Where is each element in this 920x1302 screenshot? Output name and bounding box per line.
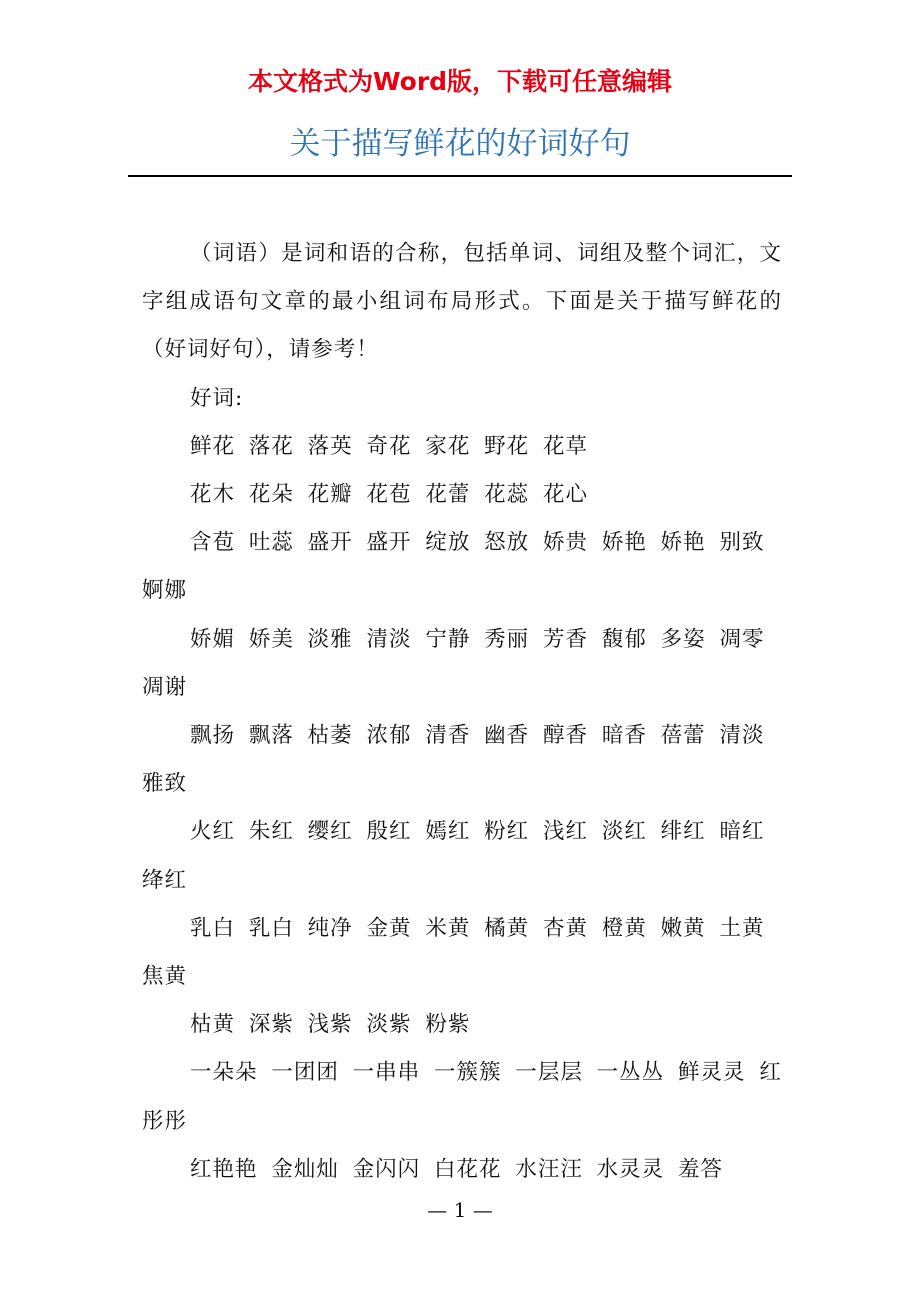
- word-line: 鲜花 落花 落英 奇花 家花 野花 花草: [190, 433, 589, 459]
- intro-paragraph: （词语）是词和语的合称，包括单词、词组及整个词汇，文字组成语句文章的最小组词布局形式。下面是关于描写鲜花的（好词好句），请参考！: [142, 241, 782, 363]
- title-divider: [128, 175, 792, 177]
- word-line: 花木 花朵 花瓣 花苞 花蕾 花蕊 花心: [190, 482, 589, 508]
- word-line: 红艳艳 金灿灿 金闪闪 白花花 水汪汪 水灵灵 羞答: [190, 1156, 724, 1182]
- word-line: 一朵朵 一团团 一串串 一簇簇 一层层 一丛丛 鲜灵灵 红彤彤: [142, 1060, 782, 1134]
- document-title: 关于描写鲜花的好词好句: [289, 126, 631, 162]
- word-line: 乳白 乳白 纯净 金黄 米黄 橘黄 杏黄 橙黄 嫩黄 土黄 焦黄: [142, 915, 765, 990]
- word-line: 枯黄 深紫 浅紫 淡紫 粉紫: [190, 1012, 471, 1038]
- format-banner: 本文格式为Word版，下载可任意编辑: [247, 67, 673, 96]
- document-body: [142, 230, 782, 1194]
- section-label: 好词:: [190, 385, 244, 411]
- word-line: 娇媚 娇美 淡雅 清淡 宁静 秀丽 芳香 馥郁 多姿 凋零 凋谢: [142, 626, 765, 700]
- page-number: — 1 —: [427, 1198, 493, 1222]
- word-line: 含苞 吐蕊 盛开 盛开 绽放 怒放 娇贵 娇艳 娇艳 别致 婀娜: [142, 530, 765, 604]
- word-line: 飘扬 飘落 枯萎 浓郁 清香 幽香 醇香 暗香 蓓蕾 清淡 雅致: [142, 723, 765, 797]
- word-line: 火红 朱红 缨红 殷红 嫣红 粉红 浅红 淡红 绯红 暗红 绛红: [142, 819, 765, 893]
